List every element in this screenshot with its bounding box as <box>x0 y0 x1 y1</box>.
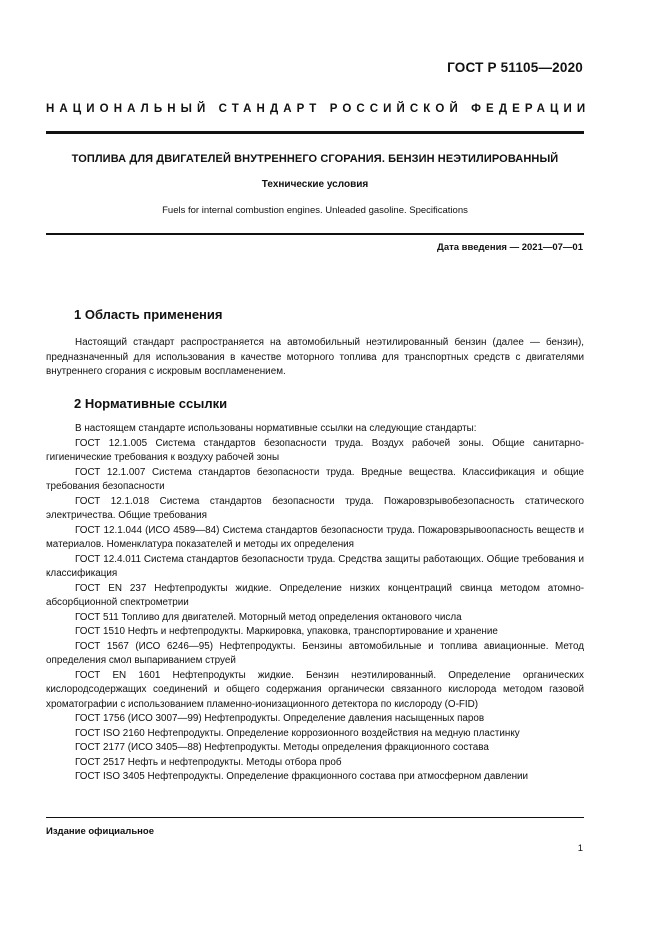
list-item: ГОСТ EN 237 Нефтепродукты жидкие. Определение низких концентраций свинца методом атомно-абсорбционной спектрометрии <box>46 582 584 608</box>
national-standard-title: НАЦИОНАЛЬНЫЙ СТАНДАРТ РОССИЙСКОЙ ФЕДЕРАЦИИ <box>46 103 591 115</box>
list-item: ГОСТ 2177 (ИСО 3405—88) Нефтепродукты. Методы определения фракционного состава <box>75 742 489 753</box>
title-divider <box>46 233 584 235</box>
document-code: ГОСТ Р 51105—2020 <box>447 60 583 75</box>
list-item: ГОСТ 511 Топливо для двигателей. Моторный метод определения октанового числа <box>75 611 462 623</box>
list-item: ГОСТ ISO 2160 Нефтепродукты. Определение коррозионного воздействия на медную пластинку <box>75 727 520 739</box>
introduction-date: Дата введения — 2021—07—01 <box>437 242 583 253</box>
list-item: ГОСТ 12.1.005 Система стандартов безопасности труда. Воздух рабочей зоны. Общие санитарно-гигиенические требования к воздуху рабочей зоны <box>46 437 584 463</box>
list-item: ГОСТ 1756 (ИСО 3007—99) Нефтепродукты. Определение давления насыщенных паров <box>75 713 485 724</box>
footer-divider <box>46 817 584 818</box>
section-2-heading: 2 Нормативные ссылки <box>74 396 228 411</box>
list-item: ГОСТ 12.1.018 Система стандартов безопасности труда. Пожаровзрывобезопасность статического электричества. Общие требования <box>46 495 584 521</box>
list-item: ГОСТ 2517 Нефть и нефтепродукты. Методы отбора проб <box>75 756 342 768</box>
section-1-heading: 1 Область применения <box>74 307 223 322</box>
list-item: ГОСТ ISO 3405 Нефтепродукты. Определение фракционного состава при атмосферном давлении <box>75 771 529 782</box>
list-item: ГОСТ EN 1601 Нефтепродукты жидкие. Бензин неэтилированный. Определение органических кислородсодержащих соединений и общего содержания органически связанного кислорода методом газовой хроматографии с использованием пламенно-ионизационного детектора по кислороду (O-FID) <box>46 669 584 710</box>
page-number: 1 <box>577 843 583 854</box>
list-item: ГОСТ 12.1.007 Система стандартов безопасности труда. Вредные вещества. Классификация и общие требования безопасности <box>46 466 584 492</box>
standard-title: ТОПЛИВА ДЛЯ ДВИГАТЕЛЕЙ ВНУТРЕННЕГО СГОРАНИЯ. БЕНЗИН НЕЭТИЛИРОВАННЫЙ <box>71 153 559 165</box>
section-1-text: Настоящий стандарт распространяется на автомобильный неэтилированный бензин (далее — бензин), предназначенный для использования в качестве моторного топлива для транспортных средств с двигателями внутреннего сгорания с искровым воспламенением. <box>46 337 584 377</box>
list-item: ГОСТ 12.4.011 Система стандартов безопасности труда. Средства защиты работающих. Общие требования и классификация <box>46 553 584 579</box>
header-divider <box>46 131 584 134</box>
list-item: ГОСТ 1510 Нефть и нефтепродукты. Маркировка, упаковка, транспортирование и хранение <box>75 626 498 637</box>
standard-english-title: Fuels for internal combustion engines. Unleaded gasoline. Specifications <box>162 205 468 216</box>
normative-references-list <box>46 422 584 785</box>
list-item: ГОСТ 1567 (ИСО 6246—95) Нефтепродукты. Бензины автомобильные и топлива авиационные. Метод определения смол выпариванием струей <box>46 640 584 666</box>
list-item: В настоящем стандарте использованы нормативные ссылки на следующие стандарты: <box>75 423 477 434</box>
list-item: ГОСТ 12.1.044 (ИСО 4589—84) Система стандартов безопасности труда. Пожаровзрывоопасность веществ и материалов. Номенклатура показателей и методы их определения <box>46 524 584 550</box>
official-edition-label: Издание официальное <box>46 826 154 837</box>
standard-subtitle: Технические условия <box>261 179 369 190</box>
